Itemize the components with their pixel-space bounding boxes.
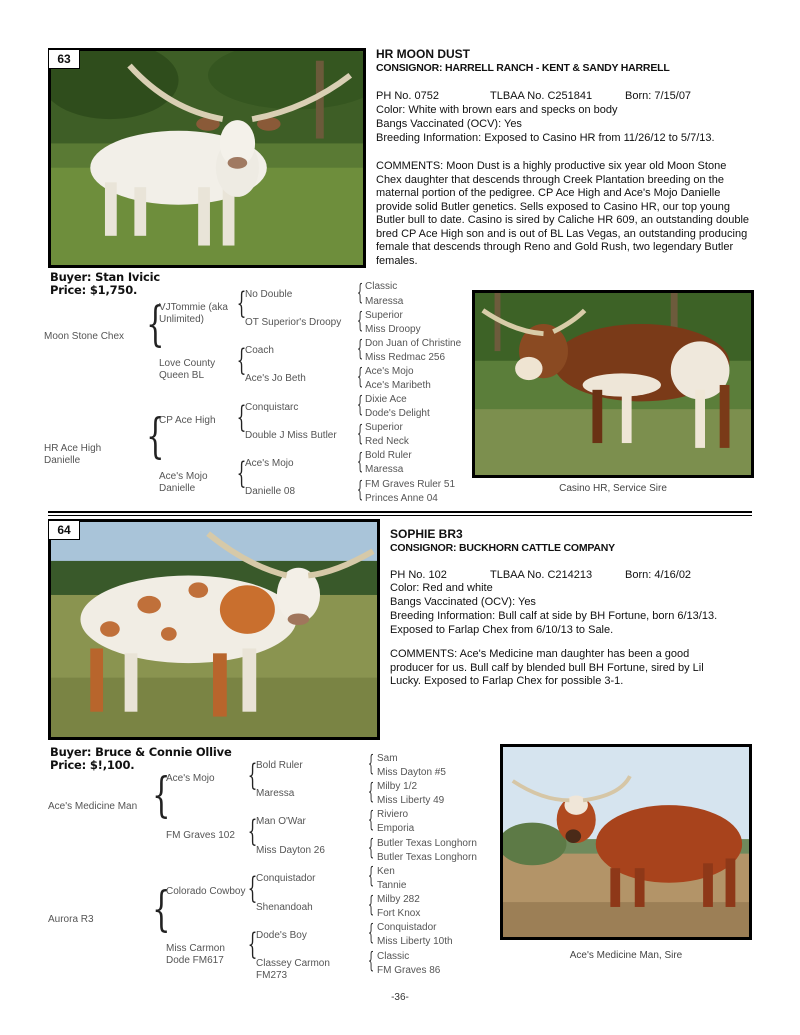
pedigree-g4: Princes Anne 04 bbox=[365, 493, 438, 504]
lot-64-cow-photo bbox=[48, 519, 380, 740]
pedigree-g3: Ace's Jo Beth bbox=[245, 373, 306, 384]
pedigree-g4: Bold Ruler bbox=[365, 450, 412, 461]
pedigree-brace: { bbox=[367, 864, 375, 889]
pedigree-g4: Classic bbox=[365, 281, 398, 292]
pedigree-brace: { bbox=[367, 752, 375, 777]
comments: COMMENTS: Moon Dust is a highly productive six year old Moon Stone Chex daughter that descends through Creek Plantation breeding on the maternal portion of the pedigree. CP Ace High and Ace's Mojo Danielle provide solid Butler genetics. Sells exposed to Casino HR, our top young Butler bull to date. Casino is sired by Caliche HR 609, an outstanding double bred CP Ace High son and is out of BL Las Vegas, an outstanding producing female that descends through Reno and Gold Rush, two legendary Butler females. bbox=[376, 160, 750, 267]
pedigree-g3: Ace's Mojo bbox=[245, 458, 294, 469]
pedigree-brace: { bbox=[356, 309, 364, 334]
pedigree-dam-dam-name: Miss Carmon Dode FM617 bbox=[166, 943, 225, 966]
pedigree-brace: { bbox=[236, 400, 247, 435]
pedigree-g4: Milby 1/2 bbox=[377, 781, 418, 792]
pedigree-brace: { bbox=[356, 281, 364, 306]
pedigree-g4: Fort Knox bbox=[377, 908, 421, 919]
pedigree-g4: Superior bbox=[365, 422, 403, 433]
page-number: -36- bbox=[391, 992, 409, 1003]
pedigree-brace: { bbox=[247, 927, 258, 962]
pedigree-dam-name: HR Ace High Danielle bbox=[44, 443, 102, 466]
color-info: Color: White with brown ears and specks on body bbox=[376, 104, 618, 116]
pedigree-sire-sire-name: VJTommie (aka Unlimited) bbox=[159, 302, 228, 325]
pedigree-g4: Miss Dayton #5 bbox=[377, 767, 446, 778]
pedigree-brace: { bbox=[146, 296, 165, 352]
pedigree-g4: Butler Texas Longhorn bbox=[377, 838, 477, 849]
pedigree-g4: Maressa bbox=[365, 464, 404, 475]
pedigree-brace: { bbox=[236, 286, 247, 321]
sire-photo bbox=[500, 744, 752, 940]
lot-number: 64 bbox=[48, 520, 80, 540]
pedigree-g3: Bold Ruler bbox=[256, 760, 303, 771]
pedigree-brace: { bbox=[367, 836, 375, 861]
pedigree-sire: Moon Stone Chex bbox=[44, 331, 125, 342]
pedigree-sire-dam: FM Graves 102 bbox=[166, 830, 235, 841]
pedigree-g4: Ken bbox=[377, 866, 395, 877]
pedigree-brace: { bbox=[247, 758, 258, 793]
buyer: Buyer: Bruce & Connie Ollive bbox=[50, 745, 232, 759]
pedigree-sire-dam bbox=[159, 358, 239, 381]
lot-title: SOPHIE BR3 bbox=[390, 527, 463, 541]
pedigree-g4: Ace's Maribeth bbox=[365, 380, 431, 391]
photo-caption: Casino HR, Service Sire bbox=[559, 483, 667, 494]
pedigree-g4: Tannie bbox=[377, 880, 407, 891]
pedigree-g4: Classic bbox=[377, 951, 410, 962]
ph-number: PH No. 0752 bbox=[376, 90, 439, 102]
pedigree-g3: Shenandoah bbox=[256, 902, 313, 913]
pedigree-g4: Miss Redmac 256 bbox=[365, 352, 446, 363]
pedigree-g4: FM Graves Ruler 51 bbox=[365, 479, 456, 490]
pedigree-g4: Red Neck bbox=[365, 436, 409, 447]
pedigree-g4: Miss Liberty 49 bbox=[377, 795, 445, 806]
pedigree-dam-dam bbox=[166, 943, 241, 966]
pedigree-dam: Aurora R3 bbox=[48, 914, 94, 925]
lot-number: 63 bbox=[48, 49, 80, 69]
birth-date: Born: 4/16/02 bbox=[625, 569, 692, 581]
pedigree-g3: No Double bbox=[245, 289, 293, 300]
color-info: Color: Red and white bbox=[390, 582, 493, 594]
pedigree-brace: { bbox=[367, 921, 375, 946]
pedigree-dam-sire: CP Ace High bbox=[159, 415, 216, 426]
pedigree-brace: { bbox=[356, 450, 364, 475]
pedigree-g3: Maressa bbox=[256, 788, 295, 799]
pedigree-brace: { bbox=[146, 408, 165, 464]
breeding-info: Breeding Information: Exposed to Casino HR from 11/26/12 to 5/7/13. bbox=[376, 132, 715, 144]
consignor: CONSIGNOR: BUCKHORN CATTLE COMPANY bbox=[390, 542, 615, 554]
pedigree-g4: Maressa bbox=[365, 296, 404, 307]
pedigree-g4: Conquistador bbox=[377, 922, 437, 933]
pedigree-g4: Riviero bbox=[377, 809, 409, 820]
consignor: CONSIGNOR: HARRELL RANCH - KENT & SANDY HARRELL bbox=[376, 62, 670, 74]
pedigree-g4: Ace's Mojo bbox=[365, 366, 414, 377]
pedigree-sire-sire: Ace's Mojo bbox=[166, 773, 215, 784]
pedigree-g4: FM Graves 86 bbox=[377, 965, 441, 976]
pedigree-g3: Coach bbox=[245, 345, 274, 356]
service-sire-photo bbox=[472, 290, 754, 478]
pedigree-g3: Double J Miss Butler bbox=[245, 430, 337, 441]
pedigree-g4: Sam bbox=[377, 753, 398, 764]
comments: COMMENTS: Ace's Medicine man daughter has been a good producer for us. Bull calf by blended bull BH Fortune, sired by Lil Lucky. Exposed to Farlap Chex for possible 3-1. bbox=[390, 648, 704, 687]
buyer: Buyer: Stan Ivicic bbox=[50, 270, 160, 284]
pedigree-dam-sire-name: Colorado Cowboy bbox=[166, 886, 246, 897]
pedigree-brace: { bbox=[356, 478, 364, 503]
pedigree-brace: { bbox=[367, 893, 375, 918]
pedigree-brace: { bbox=[247, 814, 258, 849]
breeding-info: Breeding Information: Bull calf at side by BH Fortune, born 6/13/13. Exposed to Farlap Chex from 6/10/13 to Sale. bbox=[390, 610, 718, 636]
lot-title: HR MOON DUST bbox=[376, 47, 470, 61]
photo-caption: Ace's Medicine Man, Sire bbox=[569, 950, 683, 961]
bangs-info: Bangs Vaccinated (OCV): Yes bbox=[376, 118, 522, 130]
pedigree-brace: { bbox=[367, 780, 375, 805]
pedigree-brace: { bbox=[356, 393, 364, 418]
pedigree-sire-sire bbox=[159, 302, 239, 325]
pedigree-g4: Dode's Delight bbox=[365, 408, 430, 419]
pedigree-g3-name: Classey Carmon FM273 bbox=[256, 958, 330, 981]
pedigree-dam bbox=[44, 443, 134, 466]
lot-63-cow-photo bbox=[48, 48, 366, 268]
pedigree-dam-dam bbox=[159, 471, 239, 494]
pedigree-brace: { bbox=[152, 767, 171, 823]
pedigree-dam-sire bbox=[166, 886, 246, 898]
pedigree-dam-dam-name: Ace's Mojo Danielle bbox=[159, 471, 208, 494]
section-divider bbox=[48, 515, 752, 516]
bangs-info: Bangs Vaccinated (OCV): Yes bbox=[390, 596, 536, 608]
pedigree-brace: { bbox=[236, 456, 247, 491]
pedigree-g4: Superior bbox=[365, 310, 403, 321]
pedigree-sire-dam-name: Love County Queen BL bbox=[159, 358, 216, 381]
pedigree-g3: Dode's Boy bbox=[256, 930, 307, 941]
pedigree-g3: Man O'War bbox=[256, 816, 306, 827]
price: Price: $1,750. bbox=[50, 283, 138, 297]
pedigree-g4: Miss Liberty 10th bbox=[377, 936, 453, 947]
pedigree-g4: Miss Droopy bbox=[365, 324, 421, 335]
pedigree-g3 bbox=[256, 958, 341, 981]
pedigree-g3: OT Superior's Droopy bbox=[245, 317, 342, 328]
pedigree-g4: Emporia bbox=[377, 823, 415, 834]
pedigree-brace: { bbox=[367, 808, 375, 833]
pedigree-g3: Conquistador bbox=[256, 873, 316, 884]
pedigree-brace: { bbox=[236, 343, 247, 378]
pedigree-g3: Danielle 08 bbox=[245, 486, 296, 497]
pedigree-g3: Miss Dayton 26 bbox=[256, 845, 325, 856]
pedigree-brace: { bbox=[152, 881, 171, 937]
pedigree-brace: { bbox=[247, 871, 258, 906]
birth-date: Born: 7/15/07 bbox=[625, 90, 692, 102]
pedigree-sire: Ace's Medicine Man bbox=[48, 801, 138, 812]
tlbaa-number: TLBAA No. C214213 bbox=[490, 569, 593, 581]
pedigree-brace: { bbox=[356, 337, 364, 362]
pedigree-g4: Butler Texas Longhorn bbox=[377, 852, 477, 863]
pedigree-g4: Dixie Ace bbox=[365, 394, 407, 405]
price: Price: $!,100. bbox=[50, 758, 135, 772]
pedigree-brace: { bbox=[356, 365, 364, 390]
tlbaa-number: TLBAA No. C251841 bbox=[490, 90, 593, 102]
pedigree-g3: Conquistarc bbox=[245, 402, 299, 413]
ph-number: PH No. 102 bbox=[390, 569, 447, 581]
pedigree-g4: Don Juan of Christine bbox=[365, 338, 462, 349]
pedigree-brace: { bbox=[367, 949, 375, 974]
pedigree-brace: { bbox=[356, 422, 364, 447]
section-divider bbox=[48, 511, 752, 513]
pedigree-g4: Milby 282 bbox=[377, 894, 420, 905]
